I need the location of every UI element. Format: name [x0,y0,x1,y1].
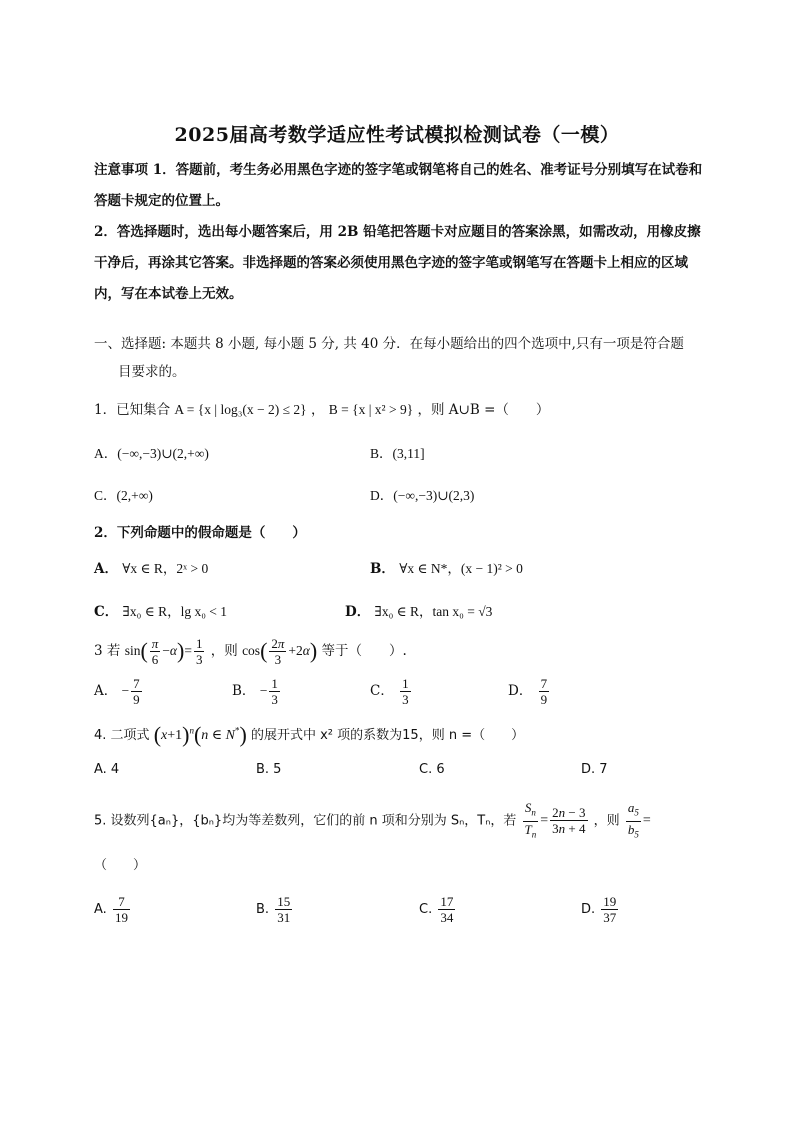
q2-option-d-text: ∃x₀ ∈ R，tan x₀ = √3 [374,604,493,619]
q3-option-a [94,676,144,708]
q2-option-c-label: C． [94,604,119,620]
q4-option-d: D. 7 [581,762,608,777]
q4-binomial: $(x+1)^n(n$ ∈ N*) [153,722,247,747]
q2-option-a-label: A． [94,561,118,577]
q3-option-d-label: D． [508,683,533,700]
q1-set-b: B = {x | x² > 9} [328,402,414,417]
q5-option-a-value: $\frac{7}{19}$ [114,894,128,925]
q4-option-a: A. 4 [94,762,120,777]
q1-suffix: ，则 A∪B =（ ） [417,402,550,418]
q3-suffix: 等于（ ）. [321,643,407,660]
question-2: 2．下列命题中的假命题是（ ） [94,525,306,541]
section-heading-line1: 一、选择题: 本题共 8 小题, 每小题 5 分, 共 40 分．在每小题给出的四个选项中,只有一项是符合题 [94,336,684,352]
q4-option-c: C. 6 [419,762,445,777]
q2-option-c-text: ∃x₀ ∈ R，lg x₀ < 1 [122,604,228,619]
q3-option-b-label: B． [232,683,256,700]
q2-option-d-label: D． [345,604,371,620]
notice-paragraph-2: 2．答选择题时，选出每小题答案后，用 2B 铅笔把答题卡对应题目的答案涂黑，如需改动，用橡皮擦干净后，再涂其它答案。非选择题的答案必须使用黑色字迹的签字笔或钢笔写在答题卡上相应的区域内，写在本试卷上无效。 [94,224,701,302]
q5-option-d-value: $\frac{19}{37}$ [603,894,617,925]
q2-option-c [94,600,227,620]
q1-prefix: 1．已知集合 [94,402,171,418]
q3-option-d-value: $\frac{7}{9}$ [540,676,548,707]
section-heading [94,330,704,386]
question-5 [94,800,651,842]
q2-option-a [94,557,208,577]
notice-paragraph-1: 注意事项 1．答题前，考生务必用黑色字迹的签字笔或钢笔将自己的姓名、准考证号分别填写在试卷和答题卡规定的位置上。 [94,162,703,209]
q3-cos-expr: cos( $\frac{2\pi}{3}$ +2α) [242,636,318,667]
q3-option-a-label: A． [94,683,118,700]
q3-sin-expr: sin( $\frac{\pi}{6}$ −α)= $\frac{1}{3}$ [124,636,203,667]
q1-option-b: B．(3,11] [370,446,425,461]
page-title: 2025届高考数学适应性考试模拟检测试卷（一模） [174,124,620,146]
q5-target-expr: $\frac{a_5}{b_5}$ = [627,800,651,840]
q5-option-b-label: B. [256,901,270,917]
q5-option-d [581,894,620,926]
question-3 [94,636,407,668]
q1-option-c: C．(2,+∞) [94,488,153,503]
q2-option-b-label: B． [370,561,395,577]
q3-option-d [508,676,551,708]
q1-sep: ， [310,402,325,418]
question-1 [94,398,549,418]
q5-mid: ，则 [593,813,620,829]
question-4 [94,722,524,748]
q2-option-a-text: ∀x ∈ R，2ˣ > 0 [122,561,209,576]
q5-option-b [256,894,294,926]
q2-option-b-text: ∀x ∈ N*，(x − 1)² > 0 [399,561,523,576]
q4-prefix: 4. 二项式 [94,728,150,743]
q5-option-c [419,894,457,926]
section-heading-line2: 目要求的。 [118,364,186,380]
q4-option-b: B. 5 [256,762,282,777]
q3-option-a-value: − $\frac{7}{9}$ [121,676,140,707]
q1-option-a: A．(−∞,−3)∪(2,+∞) [94,446,209,461]
q3-option-c [370,676,413,708]
q5-prefix: 5. 设数列{aₙ}，{bₙ}均为等差数列，它们的前 n 项和分别为 Sₙ，Tₙ，若 [94,813,517,829]
q3-option-b [232,676,282,708]
q5-option-c-value: $\frac{17}{34}$ [440,894,454,925]
notice-block [94,155,706,310]
q5-option-a [94,894,132,926]
q3-mid: ，则 [210,643,238,660]
q4-suffix: 的展开式中 x² 项的系数为15，则 n =（ ） [250,728,525,743]
q5-option-a-label: A. [94,901,107,917]
q5-option-b-value: $\frac{15}{31}$ [277,894,291,925]
q2-option-d [345,600,492,620]
q3-option-b-value: − $\frac{1}{3}$ [259,676,278,707]
q3-option-c-value: $\frac{1}{3}$ [402,676,409,707]
q1-set-a: A = {x | log₃(x − 2) ≤ 2} [174,402,307,417]
q5-ratio-expr: $\frac{S_n}{T_n}$ = $\frac{2n - 3}{3n + 4}$ [524,800,586,840]
q5-answer-blank: （ ） [94,858,147,873]
q1-option-d: D．(−∞,−3)∪(2,3) [370,488,475,503]
q3-prefix: 3 若 [94,643,121,660]
q3-option-c-label: C． [370,683,394,700]
q5-option-c-label: C. [419,901,433,917]
q2-option-b [370,557,523,577]
q5-option-d-label: D. [581,901,596,917]
